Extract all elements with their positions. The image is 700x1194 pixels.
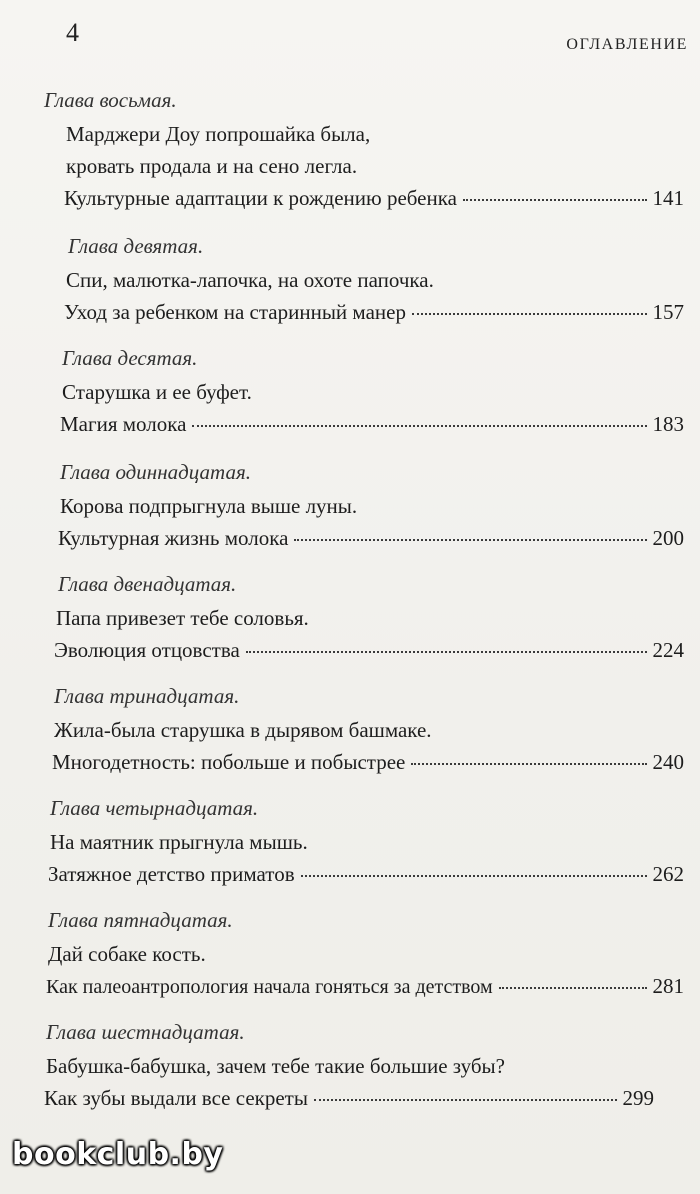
watermark: bookclub.by [12,1137,224,1172]
chapter-label: Глава четырнадцатая. [50,796,259,820]
chapter-subtitle-line: кровать продала и на сено легла. [66,154,358,178]
page-reference: 262 [652,862,684,886]
chapter-subtitle-line: Дай собаке кость. [48,942,206,966]
chapter-label: Глава девятая. [68,234,204,258]
leader-dots [246,650,647,653]
page-reference: 200 [652,526,684,550]
page-reference: 299 [622,1086,654,1110]
chapter-title: Как зубы выдали все секреты [44,1086,308,1110]
toc-entry [44,88,684,218]
toc-leader-line [64,300,684,328]
leader-dots [412,312,647,315]
toc-leader-line [48,862,684,890]
toc-entry [44,346,684,446]
page-reference: 224 [652,638,684,662]
chapter-subtitle-line: Корова подпрыгнула выше луны. [60,494,358,518]
chapter-label: Глава шестнадцатая. [46,1020,245,1044]
leader-dots [192,424,646,427]
toc-leader-line [52,750,684,778]
toc-leader-line [44,1086,654,1114]
chapter-subtitle-line: Старушка и ее буфет. [62,380,252,404]
leader-dots [463,198,647,201]
page-reference: 183 [652,412,684,436]
chapter-label: Глава пятнадцатая. [48,908,233,932]
chapter-title: Культурная жизнь молока [58,526,289,550]
page-reference: 141 [652,186,684,210]
running-head: ОГЛАВЛЕНИЕ [566,36,688,53]
page-number: 4 [66,18,79,47]
toc-leader-line [58,526,684,554]
toc-entry [44,796,684,896]
chapter-subtitle-line: Марджери Доу попрошайка была, [66,122,371,146]
toc-entry [44,1020,684,1120]
page-reference: 281 [652,974,684,998]
toc-entry [44,572,684,672]
chapter-label: Глава одиннадцатая. [60,460,251,484]
chapter-label: Глава десятая. [62,346,198,370]
chapter-label: Глава двенадцатая. [58,572,237,596]
toc-leader-line [64,186,684,214]
toc-entry [44,684,684,784]
chapter-title: Уход за ребенком на старинный манер [64,300,406,324]
toc-entry [44,234,684,334]
chapter-title: Затяжное детство приматов [48,862,295,886]
chapter-title: Магия молока [60,412,187,436]
chapter-subtitle-line: На маятник прыгнула мышь. [50,830,308,854]
page-reference: 157 [652,300,684,324]
leader-dots [294,538,646,541]
chapter-title: Культурные адаптации к рождению ребенка [64,186,457,210]
chapter-subtitle-line: Жила-была старушка в дырявом башмаке. [54,718,432,742]
leader-dots [411,762,646,765]
chapter-title: Эволюция отцовства [54,638,240,662]
leader-dots [314,1098,617,1101]
toc-leader-line [54,638,684,666]
chapter-title: Многодетность: побольше и побыстрее [52,750,406,774]
leader-dots [499,986,647,989]
chapter-label: Глава восьмая. [44,88,177,112]
chapter-subtitle-line: Бабушка-бабушка, зачем тебе такие большие зубы? [46,1054,505,1078]
toc-entry [44,460,684,560]
chapter-subtitle-line: Спи, малютка-лапочка, на охоте папочка. [66,268,434,292]
page-reference: 240 [652,750,684,774]
toc-leader-line [46,974,684,1002]
chapter-label: Глава тринадцатая. [54,684,240,708]
chapter-title: Как палеоантропология начала гоняться за детством [46,976,493,998]
toc-leader-line [60,412,684,440]
chapter-subtitle-line: Папа привезет тебе соловья. [56,606,309,630]
leader-dots [301,874,647,877]
toc-entry [44,908,684,1008]
